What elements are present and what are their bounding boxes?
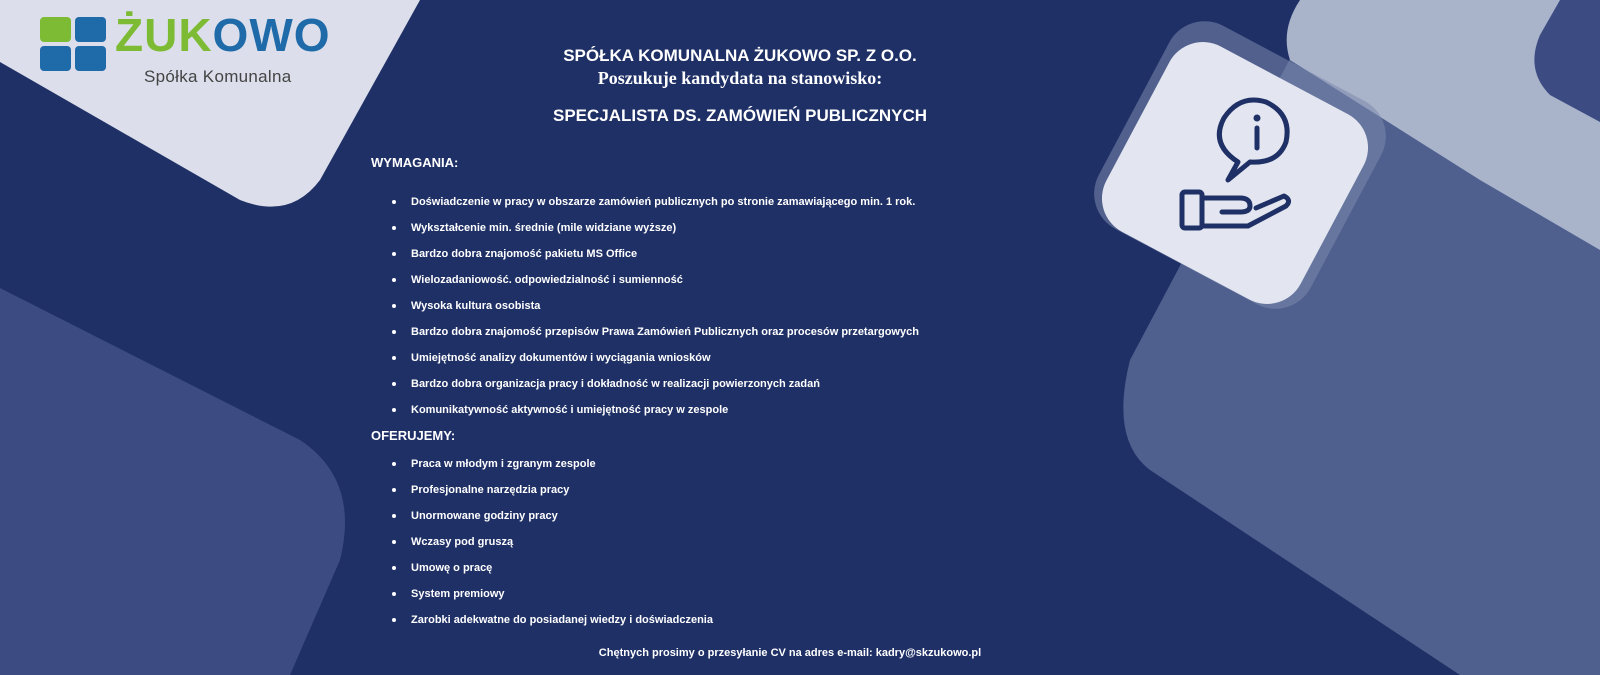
list-item: Bardzo dobra znajomość przepisów Prawa Zamówień Publicznych oraz procesów przetargowych bbox=[392, 324, 919, 350]
seeking-line: Poszukuje kandydata na stanowisko: bbox=[597, 68, 883, 88]
requirements-title: WYMAGANIA: bbox=[371, 155, 459, 170]
list-item: Umowę o pracę bbox=[392, 560, 713, 586]
list-item: Wczasy pod gruszą bbox=[392, 534, 713, 560]
list-item: Wielozadaniowość. odpowiedzialność i sumienność bbox=[392, 272, 919, 298]
list-item: Zarobki adekwatne do posiadanej wiedzy i doświadczenia bbox=[392, 612, 713, 638]
footer-contact: Chętnych prosimy o przesyłanie CV na adres e-mail: kadry@skzukowo.pl bbox=[598, 647, 982, 659]
requirements-list bbox=[392, 194, 919, 428]
company-logo bbox=[40, 9, 331, 94]
info-hand-icon bbox=[1140, 94, 1330, 274]
list-item: Bardzo dobra organizacja pracy i dokładność w realizacji powierzonych zadań bbox=[392, 376, 919, 402]
list-item: System premiowy bbox=[392, 586, 713, 612]
list-item: Komunikatywność aktywność i umiejętność pracy w zespole bbox=[392, 402, 919, 428]
logo-wordmark-green: ŻUK bbox=[115, 9, 213, 61]
list-item: Unormowane godziny pracy bbox=[392, 508, 713, 534]
bottom-left-mid-shape bbox=[0, 288, 345, 675]
offer-title: OFERUJEMY: bbox=[371, 428, 456, 443]
list-item: Wysoka kultura osobista bbox=[392, 298, 919, 324]
list-item: Wykształcenie min. średnie (mile widziane wyższe) bbox=[392, 220, 919, 246]
company-name: SPÓŁKA KOMUNALNA ŻUKOWO SP. Z O.O. bbox=[563, 46, 917, 65]
list-item: Bardzo dobra znajomość pakietu MS Office bbox=[392, 246, 919, 272]
list-item: Praca w młodym i zgranym zespole bbox=[392, 456, 713, 482]
list-item: Umiejętność analizy dokumentów i wyciągania wniosków bbox=[392, 350, 919, 376]
offer-list bbox=[392, 456, 713, 638]
logo-grid-icon bbox=[40, 17, 106, 71]
list-item: Doświadczenie w pracy w obszarze zamówień publicznych po stronie zamawiającego min. 1 rok. bbox=[392, 194, 919, 220]
logo-subtitle: Spółka Komunalna bbox=[144, 67, 292, 86]
list-item: Profesjonalne narzędzia pracy bbox=[392, 482, 713, 508]
logo-wordmark-blue: OWO bbox=[212, 9, 331, 61]
position-title: SPECJALISTA DS. ZAMÓWIEŃ PUBLICZNYCH bbox=[552, 106, 927, 125]
logo-wordmark bbox=[115, 8, 331, 62]
